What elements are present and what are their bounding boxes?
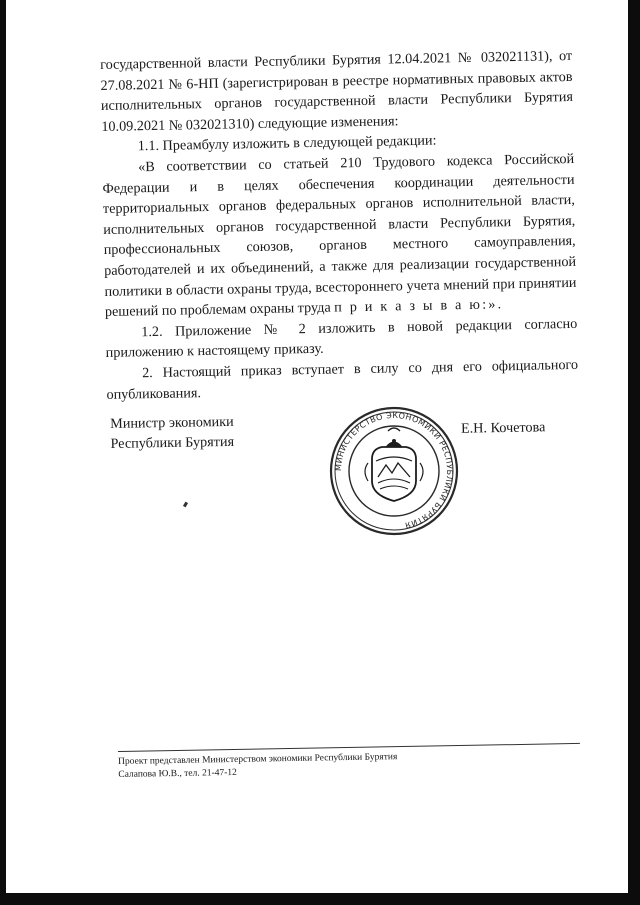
scan-border-bottom (0, 893, 640, 905)
signatory-position-line-2: Республики Бурятия (110, 433, 235, 452)
paragraph-item-2: 2. Настоящий приказ вступает в силу со дня его официального опубликования. (106, 356, 579, 403)
order-word: п р и к а з ы в а ю:». (334, 296, 504, 316)
footnote-divider (118, 743, 580, 752)
footnote-line-2: Салапова Ю.В., тел. 21-47-12 (118, 767, 237, 780)
paragraph-preamble (102, 149, 577, 323)
seal-ring-text: МИНИСТЕРСТВО ЭКОНОМИКИ РЕСПУБЛИКИ БУРЯТИЯ (333, 410, 455, 530)
paragraph-item-1-2: 1.2. Приложение № 2 изложить в новой редакции согласно приложению к настоящему приказу. (105, 315, 578, 362)
paragraph-item-1-1: 1.1. Преамбулу изложить в следующей редакции: (137, 132, 437, 155)
official-seal-icon (328, 405, 460, 537)
footnote-line-1: Проект представлен Министерством экономики Республики Бурятия (118, 752, 398, 767)
signatory-name: Е.Н. Кочетова (460, 419, 546, 437)
scan-border-left (0, 0, 6, 905)
document-body (100, 46, 579, 405)
scan-artifact (183, 502, 188, 508)
paragraph-changes-intro: государственной власти Республики Бурятия 12.04.2021 № 032021131), от 27.08.2021 № 6-НП (зарегистрирован в реестре нормативных правовых актов исполнительных органов государственной власти Республики Бурятия 10.09.2021 № 032021310) следующие изменения: (100, 47, 574, 135)
scan-border-right (628, 0, 640, 905)
preamble-text: «В соответствии со статьей 210 Трудового кодекса Российской Федерации и в целях обеспечения координации деятельности территориальных органов федеральных органов исполнительной власти, исполнительных органов государственной власти Республики Бурятия, профессиональных союзов, органов местного самоуправления, работодателей и их объединений, а также для реализации государственной политики в области охраны труда, всестороннего учета мнений при принятии решений по проблемам охраны труда (102, 150, 577, 321)
signatory-position-line-1: Министр экономики (110, 413, 234, 432)
signatory-position (110, 412, 234, 454)
footnote (118, 751, 398, 782)
